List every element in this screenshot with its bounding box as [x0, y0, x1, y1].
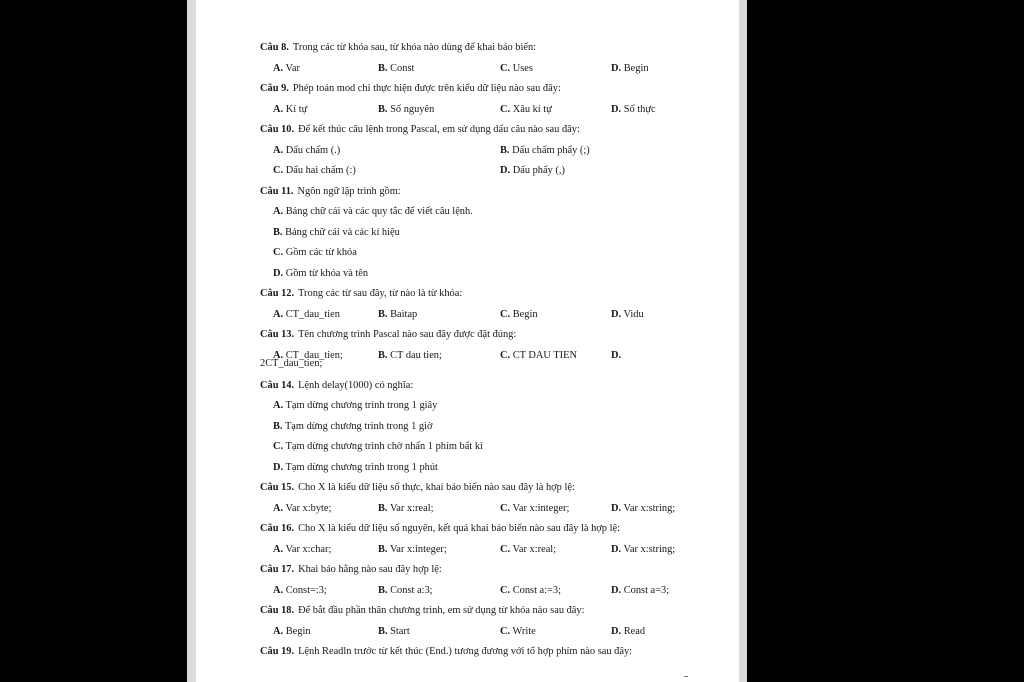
question-text: Lệnh Readln trước từ kết thúc (End.) tương đương với tổ hợp phím nào sau đây:: [298, 646, 633, 657]
option-c: C. Write: [500, 625, 536, 637]
question-number: Câu 12.: [260, 288, 295, 299]
question-text: Trong các từ sau đây, từ nào là từ khóa:: [298, 288, 463, 299]
option-c: C. Const a:=3;: [500, 584, 561, 596]
option-d: D. Const a=3;: [611, 584, 670, 596]
question-text: Để bắt đầu phần thân chương trình, em sử dụng từ khóa nào sau đây:: [298, 605, 585, 616]
question-19: [260, 642, 730, 663]
options-row: [260, 581, 730, 602]
question-number: Câu 18.: [260, 605, 295, 616]
option-a: A. Tạm dừng chương trình trong 1 giây: [273, 400, 438, 411]
option-b: B. Const a:3;: [378, 584, 433, 596]
option-a: A. Const=:3;: [273, 584, 327, 596]
option-a: A. Begin: [273, 625, 311, 637]
question-text: Ngôn ngữ lập trình gồm:: [297, 185, 401, 197]
page-edge-mark: [684, 676, 688, 680]
question-16: [260, 519, 730, 540]
option-b: B. Số nguyên: [378, 103, 435, 115]
question-list: [260, 38, 730, 663]
options-row: [260, 305, 730, 326]
option-b: B. Var x:integer;: [378, 543, 447, 555]
question-text: Khai báo hằng nào sau đây hợp lệ:: [298, 564, 442, 575]
options-row: [260, 540, 730, 561]
options-row: [260, 161, 730, 182]
question-10: [260, 120, 730, 141]
option-a: A. Kí tự: [273, 103, 308, 115]
option-d: D. Gồm từ khóa và tên: [273, 267, 369, 279]
option-d: D. Vidu: [611, 308, 644, 320]
option-a: A. Var: [273, 62, 300, 74]
option-b: B. Const: [378, 62, 415, 74]
question-text: Cho X là kiểu dữ liệu số nguyên, kết quả khai báo biến nào sau đây là hợp lệ:: [298, 523, 620, 534]
option-a: A. CT_dau_tien: [273, 308, 340, 320]
options-row: [260, 59, 730, 80]
options-row: [260, 100, 730, 121]
option-c: C. Gồm các từ khóa: [273, 247, 357, 258]
question-14: [260, 376, 730, 397]
question-15: [260, 478, 730, 499]
options-row: [260, 141, 730, 162]
question-number: Câu 16.: [260, 523, 295, 534]
option-d: D. Var x:string;: [611, 543, 676, 555]
option-c: C. Tạm dừng chương trình chờ nhấn 1 phím bất kì: [273, 441, 483, 452]
option-a: A. Bảng chữ cái và các quy tắc để viết câu lệnh.: [273, 206, 473, 217]
option-b: B. Start: [378, 625, 410, 637]
question-number: Câu 14.: [260, 379, 295, 391]
option-d: D. Var x:string;: [611, 502, 676, 514]
question-text: Phép toán mod chỉ thực hiện được trên kiểu dữ liệu nào sau đây:: [292, 83, 561, 94]
question-number: Câu 19.: [260, 646, 295, 657]
option-c: C. CT DAU TIEN: [500, 349, 577, 361]
options-row: [260, 346, 730, 376]
question-number: Câu 8.: [260, 42, 289, 53]
option-d: D. Tạm dừng chương trình trong 1 phút: [273, 461, 438, 473]
question-text: Lệnh delay(1000) có nghĩa:: [298, 379, 414, 391]
option-d: D. Dấu phẩy (,): [500, 165, 565, 176]
option-b: B. Baitap: [378, 308, 418, 320]
question-text: Trong các từ khóa sau, từ khóa nào dùng để khai báo biến:: [292, 42, 537, 53]
option-a: A. Var x:byte;: [273, 502, 332, 514]
option-a: A. CT_dau_tien;: [273, 349, 343, 361]
option-d: D. Begin: [611, 62, 649, 74]
question-text: Để kết thúc câu lệnh trong Pascal, em sử dụng dấu câu nào sau đây:: [298, 124, 580, 135]
option-d-text: 2CT_dau_tien;: [260, 357, 323, 369]
question-number: Câu 11.: [260, 185, 294, 197]
question-11: [260, 182, 730, 203]
question-number: Câu 17.: [260, 564, 295, 575]
option-b: B. Bảng chữ cái và các kí hiệu: [273, 226, 400, 238]
option-b: B. Dấu chấm phẩy (;): [500, 144, 590, 156]
question-number: Câu 10.: [260, 124, 295, 135]
options-row: [260, 622, 730, 643]
option-b: B. CT dau tien;: [378, 349, 442, 361]
option-a: A. Dấu chấm (.): [273, 144, 341, 156]
question-number: Câu 13.: [260, 329, 295, 340]
option-c: C. Var x:real;: [500, 543, 557, 555]
question-8: [260, 38, 730, 59]
question-12: [260, 284, 730, 305]
option-c: C. Uses: [500, 62, 533, 74]
question-9: [260, 79, 730, 100]
option-d: D. Số thực: [611, 103, 656, 115]
option-b: B. Var x:real;: [378, 502, 434, 514]
question-text: Tên chương trình Pascal nào sau đây được đặt đúng:: [298, 329, 517, 340]
option-d: D.: [611, 349, 622, 361]
option-c: C. Begin: [500, 308, 538, 320]
option-c: C. Dấu hai chấm (:): [273, 165, 356, 176]
question-18: [260, 601, 730, 622]
option-c: C. Xâu kí tự: [500, 103, 552, 115]
question-number: Câu 15.: [260, 482, 295, 493]
options-row: [260, 499, 730, 520]
question-number: Câu 9.: [260, 83, 289, 94]
option-b: B. Tạm dừng chương trình trong 1 giờ: [273, 420, 433, 432]
question-text: Cho X là kiểu dữ liệu số thực, khai báo biến nào sau đây là hợp lệ:: [298, 482, 575, 493]
option-c: C. Var x:integer;: [500, 502, 570, 514]
question-17: [260, 560, 730, 581]
option-d: D. Read: [611, 625, 646, 637]
option-a: A. Var x:char;: [273, 543, 332, 555]
document-page: [196, 0, 739, 682]
question-13: [260, 325, 730, 346]
